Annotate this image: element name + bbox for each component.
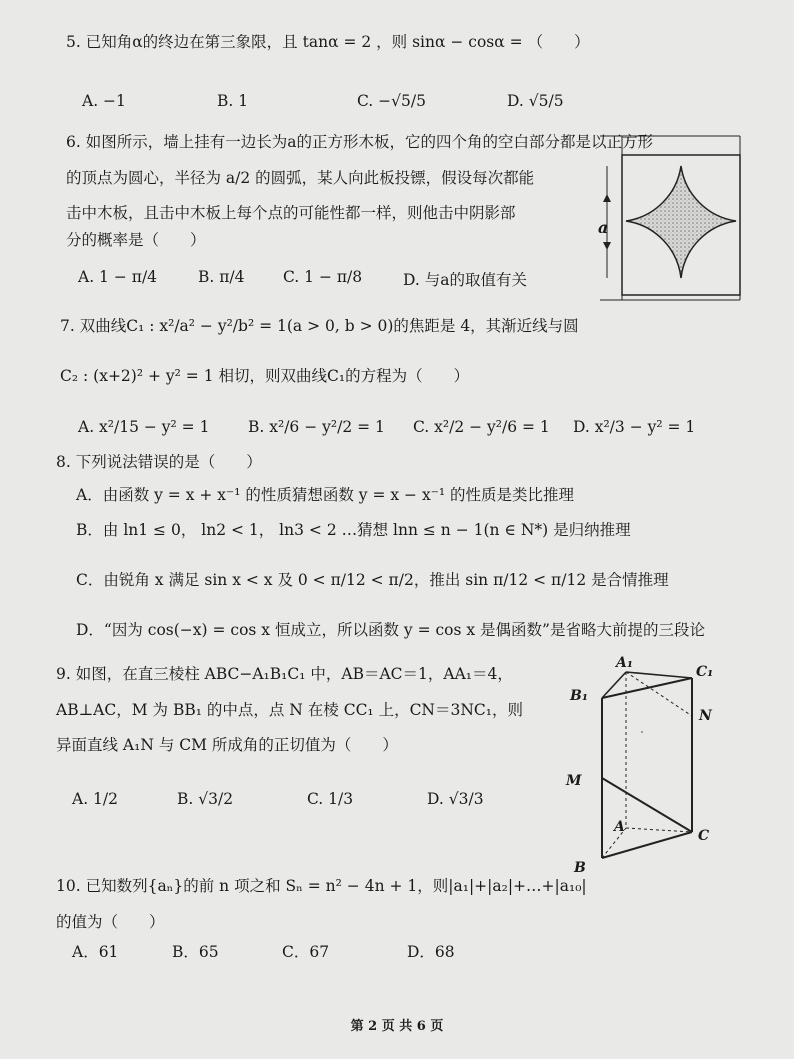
q9-line-1: 9. 如图，在直三棱柱 ABC−A₁B₁C₁ 中，AB＝AC＝1，AA₁＝4， (56, 665, 513, 683)
q10-line-1: 10. 已知数列{aₙ}的前 n 项之和 Sₙ = n² − 4n + 1，则|a₁|+|a₂|+…+|a₁₀| (56, 877, 587, 895)
q8-stem: 8. 下列说法错误的是（ ） (56, 453, 262, 471)
q6-option-b: B. π/4 (198, 268, 245, 286)
q9-label-c: C (698, 828, 710, 844)
q10-line-2: 的值为（ ） (56, 913, 165, 931)
q10-option-d: D．68 (407, 943, 455, 961)
q10-option-a: A．61 (72, 943, 119, 961)
q9-label-b: B (574, 860, 586, 876)
q9-label-c1: C₁ (696, 664, 714, 680)
q9-label-m: M (566, 773, 582, 789)
q9-label-a1: A₁ (616, 655, 633, 671)
q10-option-c: C．67 (282, 943, 330, 961)
q9-label-a: A (614, 819, 625, 835)
q9-line-3: 异面直线 A₁N 与 CM 所成角的正切值为（ ） (56, 736, 398, 754)
q7-option-d: D. x²/3 − y² = 1 (573, 418, 696, 436)
q8-item-d: D．“因为 cos(−x) = cos x 恒成立，所以函数 y = cos x 是偶函数”是省略大前提的三段论 (76, 621, 705, 639)
q7-line-2: C₂ : (x+2)² + y² = 1 相切，则双曲线C₁的方程为（ ） (60, 367, 470, 385)
q7-option-c: C. x²/2 − y²/6 = 1 (413, 418, 550, 436)
q6-line-1: 6. 如图所示，墙上挂有一边长为a的正方形木板，它的四个角的空白部分都是以正方形 (66, 133, 653, 151)
q6-option-d: D. 与a的取值有关 (403, 271, 527, 289)
q8-item-b: B．由 ln1 ≤ 0， ln2 < 1， ln3 < 2 …猜想 lnn ≤ n − 1(n ∈ N*) 是归纳推理 (76, 521, 631, 539)
q8-item-a: A．由函数 y = x + x⁻¹ 的性质猜想函数 y = x − x⁻¹ 的性质是类比推理 (76, 486, 575, 504)
q9-option-b: B. √3/2 (177, 790, 234, 808)
q5-option-c: C. −√5/5 (357, 92, 426, 110)
q6-line-3: 击中木板，且击中木板上每个点的可能性都一样，则他击中阴影部 (66, 204, 516, 222)
q9-option-d: D. √3/3 (427, 790, 484, 808)
q7-line-1: 7. 双曲线C₁ : x²/a² − y²/b² = 1(a > 0, b > 0)的焦距是 4，其渐近线与圆 (60, 317, 579, 335)
q8-item-c: C．由锐角 x 满足 sin x < x 及 0 < π/12 < π/2，推出 sin π/12 < π/12 是合情推理 (76, 571, 669, 589)
q5-option-a: A. −1 (82, 92, 126, 110)
q9-label-b1: B₁ (570, 688, 588, 704)
q6-line-2: 的顶点为圆心，半径为 a/2 的圆弧，某人向此板投镖，假设每次都能 (66, 169, 535, 187)
q5-stem: 5. 已知角α的终边在第三象限，且 tanα = 2 ，则 sinα − cosα = （ ） (66, 33, 590, 51)
q9-label-n: N (699, 708, 712, 724)
q6-option-c: C. 1 − π/8 (283, 268, 363, 286)
q5-option-b: B. 1 (217, 92, 249, 110)
q10-option-b: B．65 (172, 943, 219, 961)
q6-figure-square-board (600, 150, 740, 300)
page-footer: 第 2 页 共 6 页 (350, 1019, 444, 1034)
q6-option-a: A. 1 − π/4 (78, 268, 158, 286)
q7-option-b: B. x²/6 − y²/2 = 1 (248, 418, 385, 436)
q9-option-c: C. 1/3 (307, 790, 354, 808)
q9-option-a: A. 1/2 (72, 790, 118, 808)
q7-option-a: A. x²/15 − y² = 1 (78, 418, 210, 436)
q6-line-4: 分的概率是（ ） (66, 231, 206, 249)
q5-option-d: D. √5/5 (507, 92, 564, 110)
q6-figure-label-a: a (598, 218, 609, 237)
q9-line-2: AB⊥AC，M 为 BB₁ 的中点，点 N 在棱 CC₁ 上，CN＝3NC₁，则 (56, 701, 523, 719)
